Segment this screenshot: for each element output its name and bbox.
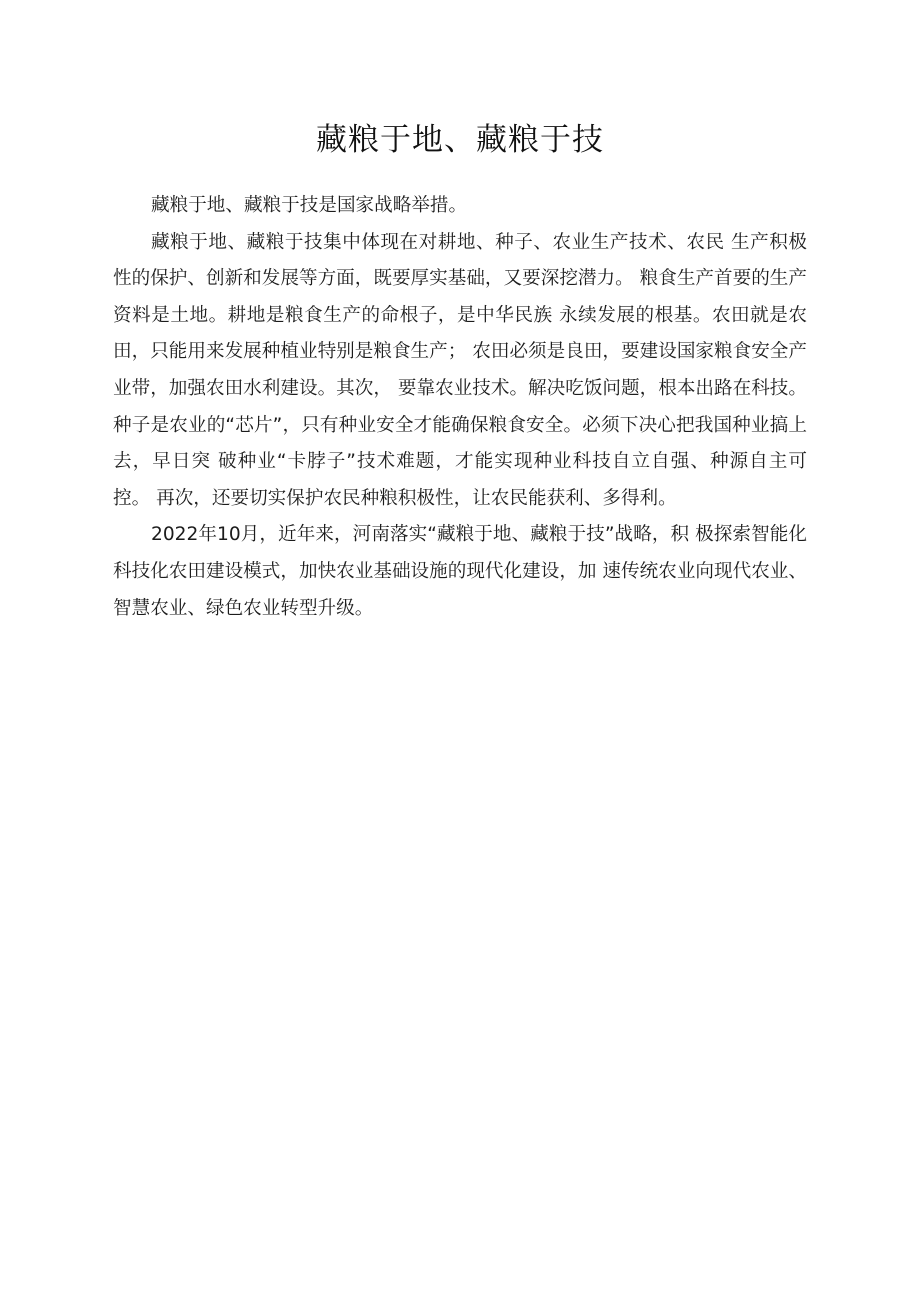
paragraph-henan: 2022年10月，近年来，河南落实“藏粮于地、藏粮于技”战略，积 极探索智能化科技化农田建设模式，加快农业基础设施的现代化建设，加 速传统农业向现代农业、智慧农业、绿色农业转型升级。 xyxy=(113,524,807,619)
document-title: 藏粮于地、藏粮于技 xyxy=(316,122,604,158)
paragraph-main: 藏粮于地、藏粮于技集中体现在对耕地、种子、农业生产技术、农民 生产积极性的保护、创新和发展等方面，既要厚实基础，又要深挖潜力。 粮食生产首要的生产资料是土地。耕地是粮食生产的命根子，是中华民族 永续发展的根基。农田就是农田，只能用来发展种植业特别是粮食生产； 农田必须是良田，要建设国家粮食安全产业带，加强农田水利建设。其次， 要靠农业技术。解决吃饭问题，根本出路在科技。种子是农业的“芯片”，只有种业安全才能确保粮食安全。必须下决心把我国种业搞上去，早日突 破种业“卡脖子”技术难题，才能实现种业科技自立自强、种源自主可控。 再次，还要切实保护农民种粮积极性，让农民能获利、多得利。 xyxy=(113,231,807,509)
document-body xyxy=(113,188,807,627)
paragraph-intro: 藏粮于地、藏粮于技是国家战略举措。 xyxy=(151,195,468,216)
